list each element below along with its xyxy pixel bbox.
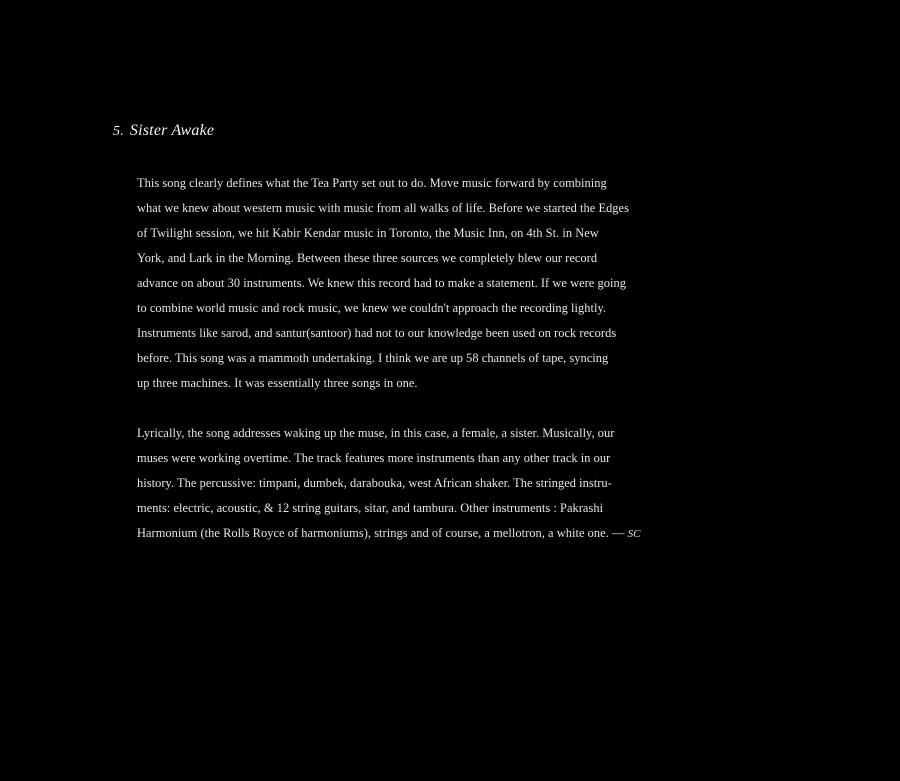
text-line: what we knew about western music with music from all walks of life. Before we started the Edges [137, 201, 629, 215]
text-line: York, and Lark in the Morning. Between these three sources we completely blew our record [137, 251, 598, 265]
author-signature: SC [627, 528, 641, 540]
text-line: up three machines. It was essentially three songs in one. [137, 376, 418, 390]
text-line: ments: electric, acoustic, & 12 string guitars, sitar, and tambura. Other instruments : Pakrashi [137, 501, 604, 515]
track-number: 5. [113, 124, 124, 139]
text-line: of Twilight session, we hit Kabir Kendar music in Toronto, the Music Inn, on 4th St. in New [137, 226, 599, 240]
text-line-content: Harmonium (the Rolls Royce of harmoniums), strings and of course, a mellotron, a white one. — [137, 526, 628, 540]
text-line: advance on about 30 instruments. We knew this record had to make a statement. If we were going [137, 276, 626, 290]
text-line: Lyrically, the song addresses waking up the muse, in this case, a female, a sister. Musically, our [137, 426, 615, 440]
paragraph-1 [137, 171, 762, 396]
track-title: Sister Awake [129, 122, 215, 139]
text-line: Instruments like sarod, and santur(santoor) had not to our knowledge been used on rock records [137, 326, 617, 340]
text-line-last [137, 521, 762, 547]
text-line: muses were working overtime. The track features more instruments than any other track in our [137, 451, 611, 465]
text-line: history. The percussive: timpani, dumbek, darabouka, west African shaker. The stringed instru- [137, 476, 612, 490]
track-heading [113, 118, 214, 145]
text-line: This song clearly defines what the Tea Party set out to do. Move music forward by combining [137, 176, 607, 190]
text-line: to combine world music and rock music, we knew we couldn't approach the recording lightly. [137, 301, 607, 315]
liner-notes-body [137, 171, 762, 547]
paragraph-2 [137, 421, 762, 547]
text-line: before. This song was a mammoth undertaking. I think we are up 58 channels of tape, syncing [137, 351, 609, 365]
